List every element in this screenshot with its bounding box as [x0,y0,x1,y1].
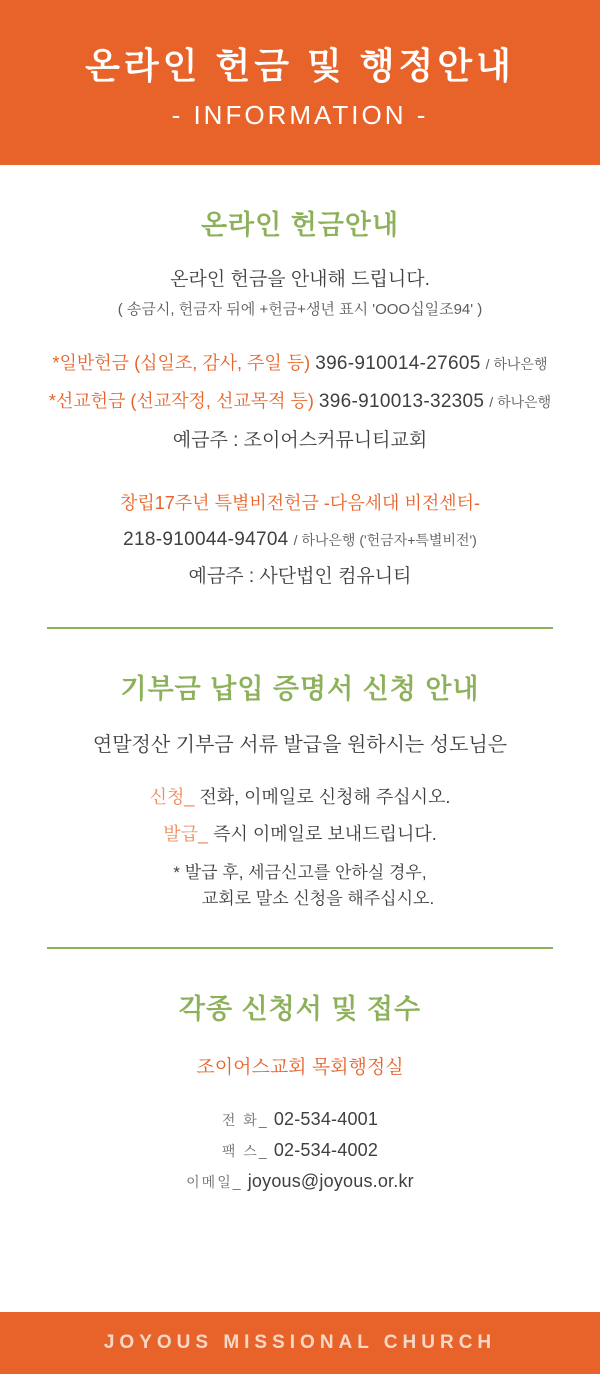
office-name: 조이어스교회 목회행정실 [196,1056,404,1078]
page-title: 온라인 헌금 및 행정안내 [85,44,515,86]
receipt-lead: 연말정산 기부금 서류 발급을 원하시는 성도님은 [92,734,508,756]
account-label: *선교헌금 [48,391,126,411]
receipt-item [163,821,436,848]
page-content [0,165,600,1312]
account-row [53,349,548,375]
page-subtitle: - INFORMATION - [171,99,429,130]
special-account-row [123,529,477,551]
account-bank: / 하나은행 [485,356,548,372]
contact-fax-value: 02-534-4002 [273,1140,379,1161]
receipt-item-key: 신청_ [149,787,195,807]
offering-intro-1: 온라인 헌금을 안내해 드립니다. [170,269,430,290]
special-account-bank: / 하나은행 ('헌금자+특별비전') [293,531,477,548]
account-holder-1: 예금주 : 조이어스커뮤니티교회 [172,430,428,451]
receipt-item-value: 즉시 이메일로 보내드립니다. [213,824,437,844]
account-holder-2: 예금주 : 사단법인 컴유니티 [188,565,412,587]
contact-phone [222,1109,378,1130]
receipt-note [166,860,434,913]
offering-intro-2: ( 송금시, 헌금자 뒤에 +헌금+생년 표시 'OOO십일조94' ) [117,300,483,318]
contact-fax-label: 팩 스_ [221,1143,269,1160]
contact-email-label: 이메일_ [186,1174,243,1191]
account-number: 396-910014-27605 [315,353,481,374]
account-bank: / 하나은행 [489,394,552,410]
contact-email[interactable] [186,1171,414,1192]
account-row [49,387,551,413]
receipt-note-line-2: 교회로 말소 신청을 해주십시오. [201,889,435,909]
special-account-number: 218-910044-94704 [123,528,289,550]
account-number: 396-910013-32305 [318,391,485,412]
section-receipt-title: 기부금 납입 증명서 신청 안내 [120,674,480,704]
footer-text: JOYOUS MISSIONAL CHURCH [103,1332,497,1353]
contact-phone-value: 02-534-4001 [273,1109,379,1130]
section-offering-title: 온라인 헌금안내 [200,210,400,240]
account-label-detail: (십일조, 감사, 주일 등) [134,353,311,373]
section-donation-receipt [0,629,600,913]
section-applications [0,949,600,1198]
contact-fax [222,1140,378,1161]
contact-email-value[interactable]: joyous@joyous.or.kr [247,1171,414,1192]
receipt-item-value: 전화, 이메일로 신청해 주십시오. [199,787,451,807]
receipt-item [150,784,451,811]
section-apply-title: 각종 신청서 및 접수 [178,993,422,1024]
contact-phone-label: 전 화_ [221,1112,269,1129]
page-header [0,0,600,165]
account-label-detail: (선교작정, 선교목적 등) [130,391,314,411]
page-footer [0,1312,600,1374]
account-label: *일반헌금 [52,353,130,373]
receipt-item-key: 발급_ [163,824,209,844]
section-online-offering [0,165,600,593]
receipt-note-line-1: * 발급 후, 세금신고를 안하실 경우, [173,863,427,882]
special-offering-title: 창립17주년 특별비전헌금 -다음세대 비전센터- [120,492,480,513]
